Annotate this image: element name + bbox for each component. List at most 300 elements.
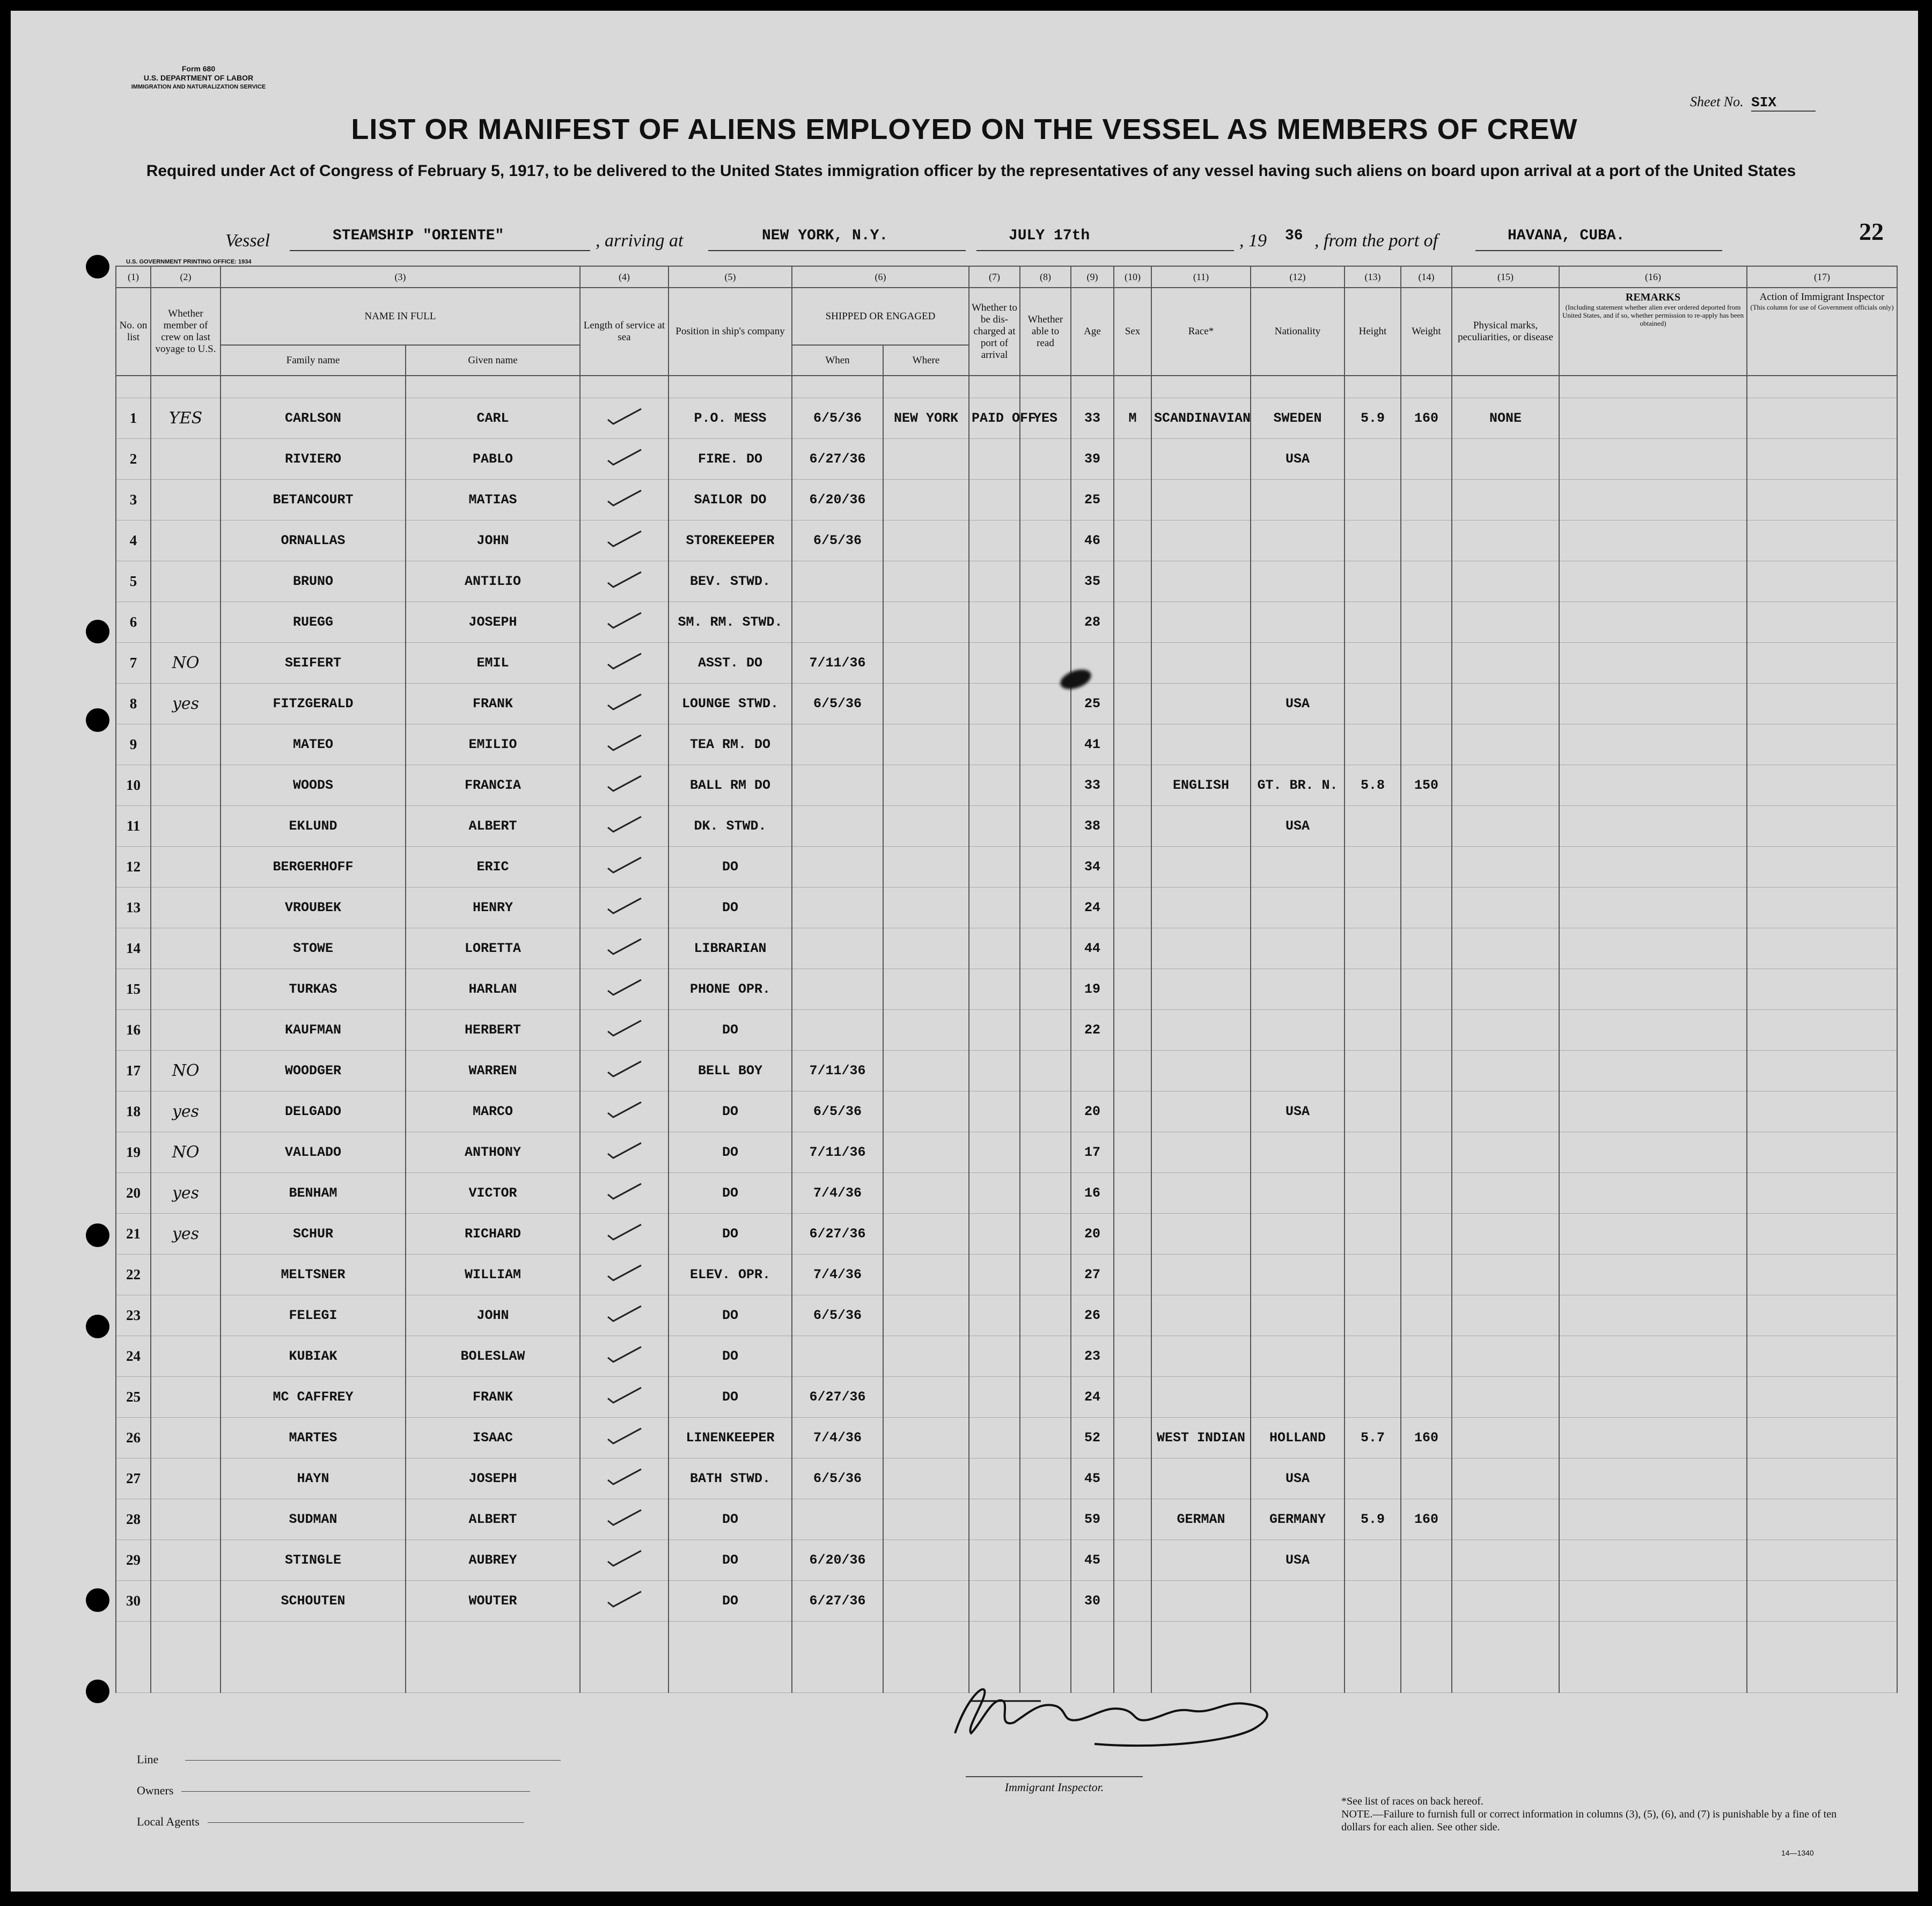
table-row — [116, 806, 1897, 847]
cell-given: MARCO — [406, 1091, 580, 1132]
cell-remarks — [1559, 1458, 1747, 1499]
cell-action — [1747, 765, 1897, 806]
cell-physical — [1452, 561, 1559, 602]
cell-height — [1345, 1132, 1401, 1173]
cell-physical — [1452, 1010, 1559, 1051]
cell-position: ELEV. OPR. — [669, 1255, 792, 1295]
cell-action — [1747, 561, 1897, 602]
inspector-signature — [934, 1669, 1320, 1755]
cell-check — [580, 1295, 669, 1336]
cell-age: 35 — [1071, 561, 1114, 602]
vessel-line — [225, 225, 1728, 258]
cell-age: 38 — [1071, 806, 1114, 847]
cell-position: ASST. DO — [669, 643, 792, 684]
cell-given: WILLIAM — [406, 1255, 580, 1295]
cell-member — [151, 928, 221, 969]
cell-position: DO — [669, 1540, 792, 1581]
cell-weight — [1401, 1173, 1452, 1214]
cell-family: SCHUR — [221, 1214, 406, 1255]
cell-physical — [1452, 684, 1559, 724]
cell-weight — [1401, 1010, 1452, 1051]
column-header-row — [116, 288, 1897, 345]
cell-given: EMIL — [406, 643, 580, 684]
sheet-number — [1690, 94, 1816, 112]
cell-family: KUBIAK — [221, 1336, 406, 1377]
cell-race — [1151, 1581, 1251, 1622]
cell-read — [1020, 1377, 1071, 1418]
cell-nationality: USA — [1251, 439, 1345, 480]
cell-remarks — [1559, 1051, 1747, 1091]
punch-hole — [86, 255, 109, 278]
inspector-label: Immigrant Inspector. — [966, 1776, 1143, 1794]
cell-discharged — [969, 847, 1020, 888]
cell-given: JOHN — [406, 521, 580, 561]
col-num-9: (9) — [1071, 266, 1114, 288]
punch-hole — [86, 1315, 109, 1338]
cell-family: MARTES — [221, 1418, 406, 1458]
cell-when — [792, 724, 883, 765]
cell-when: 7/4/36 — [792, 1173, 883, 1214]
cell-nationality: USA — [1251, 684, 1345, 724]
cell-sex — [1114, 888, 1151, 928]
header-race: Race* — [1151, 288, 1251, 376]
cell-discharged — [969, 1336, 1020, 1377]
cell-action — [1747, 398, 1897, 439]
cell-given: ANTILIO — [406, 561, 580, 602]
cell-given: WARREN — [406, 1051, 580, 1091]
cell-check — [580, 1458, 669, 1499]
tick-mark-icon — [606, 1467, 643, 1486]
print-code: 14—1340 — [1781, 1849, 1814, 1857]
cell-when: 6/5/36 — [792, 398, 883, 439]
cell-position: LINENKEEPER — [669, 1418, 792, 1458]
cell-check — [580, 1499, 669, 1540]
cell-age: 27 — [1071, 1255, 1114, 1295]
punch-hole — [86, 1680, 109, 1703]
cell-race — [1151, 561, 1251, 602]
cell-sex — [1114, 1010, 1151, 1051]
cell-discharged — [969, 888, 1020, 928]
cell-check — [580, 1091, 669, 1132]
cell-race — [1151, 1091, 1251, 1132]
cell-member — [151, 1581, 221, 1622]
cell-read — [1020, 888, 1071, 928]
cell-race — [1151, 643, 1251, 684]
cell-no: 11 — [116, 806, 151, 847]
cell-action — [1747, 1173, 1897, 1214]
tick-mark-icon — [606, 407, 643, 426]
cell-no: 5 — [116, 561, 151, 602]
cell-race — [1151, 1540, 1251, 1581]
cell-member: NO — [151, 1051, 221, 1091]
header-remarks — [1559, 288, 1747, 376]
arrival-port: NEW YORK, N.Y. — [762, 228, 888, 244]
cell-family: EKLUND — [221, 806, 406, 847]
cell-position: DO — [669, 1214, 792, 1255]
table-row — [116, 928, 1897, 969]
cell-remarks — [1559, 643, 1747, 684]
spacer-row — [116, 376, 1897, 398]
table-row — [116, 643, 1897, 684]
cell-sex — [1114, 724, 1151, 765]
cell-action — [1747, 1295, 1897, 1336]
cell-height: 5.9 — [1345, 398, 1401, 439]
cell-weight — [1401, 969, 1452, 1010]
cell-weight — [1401, 1377, 1452, 1418]
table-row — [116, 1581, 1897, 1622]
cell-sex — [1114, 1295, 1151, 1336]
cell-race — [1151, 1051, 1251, 1091]
cell-nationality: USA — [1251, 1458, 1345, 1499]
cell-no: 15 — [116, 969, 151, 1010]
cell-age — [1071, 1051, 1114, 1091]
cell-weight: 150 — [1401, 765, 1452, 806]
cell-action — [1747, 1091, 1897, 1132]
cell-family: SCHOUTEN — [221, 1581, 406, 1622]
cell-nationality — [1251, 561, 1345, 602]
cell-age: 23 — [1071, 1336, 1114, 1377]
cell-sex — [1114, 643, 1151, 684]
cell-where — [883, 1051, 969, 1091]
header-able-read: Whether able to read — [1020, 288, 1071, 376]
cell-discharged — [969, 928, 1020, 969]
cell-member: yes — [151, 684, 221, 724]
cell-check — [580, 1540, 669, 1581]
cell-where — [883, 561, 969, 602]
header-where: Where — [883, 345, 969, 376]
cell-where — [883, 684, 969, 724]
cell-weight — [1401, 643, 1452, 684]
cell-read — [1020, 1458, 1071, 1499]
table-row — [116, 1458, 1897, 1499]
cell-nationality: SWEDEN — [1251, 398, 1345, 439]
col-num-12: (12) — [1251, 266, 1345, 288]
cell-physical — [1452, 1051, 1559, 1091]
cell-given: ALBERT — [406, 806, 580, 847]
cell-family: BENHAM — [221, 1173, 406, 1214]
cell-position: BATH STWD. — [669, 1458, 792, 1499]
cell-family: VALLADO — [221, 1132, 406, 1173]
cell-physical — [1452, 521, 1559, 561]
cell-physical — [1452, 847, 1559, 888]
cell-age: 33 — [1071, 765, 1114, 806]
header-action — [1747, 288, 1897, 376]
cell-when: 6/27/36 — [792, 1581, 883, 1622]
cell-read — [1020, 1540, 1071, 1581]
cell-member: NO — [151, 1132, 221, 1173]
cell-race — [1151, 439, 1251, 480]
cell-action — [1747, 847, 1897, 888]
cell-family: MELTSNER — [221, 1255, 406, 1295]
cell-sex — [1114, 969, 1151, 1010]
line-label: Line — [137, 1753, 159, 1766]
cell-race — [1151, 847, 1251, 888]
punch-hole — [86, 708, 109, 732]
year-prefix: , 19 — [1239, 231, 1267, 251]
tick-mark-icon — [606, 937, 643, 956]
cell-weight — [1401, 1336, 1452, 1377]
tick-mark-icon — [606, 1018, 643, 1038]
races-note: *See list of races on back hereof. — [1341, 1795, 1483, 1807]
cell-height — [1345, 724, 1401, 765]
cell-read: YES — [1020, 398, 1071, 439]
cell-no: 8 — [116, 684, 151, 724]
cell-physical — [1452, 1336, 1559, 1377]
cell-physical — [1452, 1295, 1559, 1336]
cell-where — [883, 602, 969, 643]
cell-action — [1747, 1418, 1897, 1458]
cell-read — [1020, 1091, 1071, 1132]
cell-weight — [1401, 1295, 1452, 1336]
cell-family: FELEGI — [221, 1295, 406, 1336]
cell-read — [1020, 521, 1071, 561]
table-row — [116, 1214, 1897, 1255]
tick-mark-icon — [606, 611, 643, 630]
cell-discharged — [969, 969, 1020, 1010]
col-num-2: (2) — [151, 266, 221, 288]
cell-sex — [1114, 521, 1151, 561]
tick-mark-icon — [606, 815, 643, 834]
cell-weight — [1401, 439, 1452, 480]
cell-family: WOODGER — [221, 1051, 406, 1091]
cell-height: 5.7 — [1345, 1418, 1401, 1458]
cell-position: LOUNGE STWD. — [669, 684, 792, 724]
cell-given: JOSEPH — [406, 602, 580, 643]
cell-where — [883, 643, 969, 684]
departure-port: HAVANA, CUBA. — [1508, 228, 1625, 244]
cell-member — [151, 439, 221, 480]
cell-height — [1345, 1377, 1401, 1418]
table-row — [116, 439, 1897, 480]
cell-height — [1345, 1214, 1401, 1255]
cell-where — [883, 1010, 969, 1051]
cell-race: GERMAN — [1151, 1499, 1251, 1540]
cell-read — [1020, 928, 1071, 969]
cell-when — [792, 928, 883, 969]
cell-given: HARLAN — [406, 969, 580, 1010]
tick-mark-icon — [606, 1304, 643, 1323]
cell-family: TURKAS — [221, 969, 406, 1010]
cell-check — [580, 765, 669, 806]
cell-age: 30 — [1071, 1581, 1114, 1622]
cell-where — [883, 1132, 969, 1173]
cell-remarks — [1559, 480, 1747, 521]
cell-discharged — [969, 724, 1020, 765]
cell-race — [1151, 1377, 1251, 1418]
cell-discharged: PAID OFF — [969, 398, 1020, 439]
cell-physical — [1452, 643, 1559, 684]
cell-nationality — [1251, 1377, 1345, 1418]
tick-mark-icon — [606, 692, 643, 712]
cell-read — [1020, 1173, 1071, 1214]
cell-remarks — [1559, 1255, 1747, 1295]
cell-action — [1747, 806, 1897, 847]
cell-race — [1151, 1132, 1251, 1173]
cell-physical — [1452, 1173, 1559, 1214]
cell-read — [1020, 765, 1071, 806]
cell-check — [580, 1336, 669, 1377]
cell-member — [151, 969, 221, 1010]
cell-where — [883, 1295, 969, 1336]
cell-family: MC CAFFREY — [221, 1377, 406, 1418]
cell-remarks — [1559, 888, 1747, 928]
cell-sex — [1114, 1132, 1151, 1173]
cell-check — [580, 806, 669, 847]
cell-read — [1020, 1010, 1071, 1051]
cell-when: 7/4/36 — [792, 1418, 883, 1458]
cell-when: 7/11/36 — [792, 643, 883, 684]
cell-check — [580, 1214, 669, 1255]
cell-family: BETANCOURT — [221, 480, 406, 521]
header-shipped: SHIPPED OR ENGAGED — [792, 288, 969, 345]
cell-action — [1747, 1581, 1897, 1622]
cell-action — [1747, 439, 1897, 480]
cell-nationality: USA — [1251, 806, 1345, 847]
cell-weight — [1401, 1214, 1452, 1255]
cell-nationality: GT. BR. N. — [1251, 765, 1345, 806]
cell-position: BALL RM DO — [669, 765, 792, 806]
cell-family: SEIFERT — [221, 643, 406, 684]
cell-action — [1747, 1336, 1897, 1377]
cell-action — [1747, 602, 1897, 643]
cell-given: FRANK — [406, 684, 580, 724]
cell-no: 2 — [116, 439, 151, 480]
cell-no: 23 — [116, 1295, 151, 1336]
cell-read — [1020, 602, 1071, 643]
cell-race — [1151, 1173, 1251, 1214]
col-num-4: (4) — [580, 266, 669, 288]
table-row — [116, 724, 1897, 765]
cell-sex — [1114, 1091, 1151, 1132]
cell-nationality — [1251, 1255, 1345, 1295]
tick-mark-icon — [606, 570, 643, 589]
cell-position: DO — [669, 1499, 792, 1540]
cell-no: 25 — [116, 1377, 151, 1418]
cell-when: 7/4/36 — [792, 1255, 883, 1295]
col-num-7: (7) — [969, 266, 1020, 288]
cell-age: 16 — [1071, 1173, 1114, 1214]
cell-race — [1151, 684, 1251, 724]
document-title: LIST OR MANIFEST OF ALIENS EMPLOYED ON THE VESSEL AS MEMBERS OF CREW — [351, 113, 1578, 145]
cell-member — [151, 1336, 221, 1377]
cell-nationality — [1251, 1214, 1345, 1255]
cell-member — [151, 724, 221, 765]
table-row — [116, 1173, 1897, 1214]
cell-no: 14 — [116, 928, 151, 969]
cell-member — [151, 1377, 221, 1418]
cell-physical — [1452, 969, 1559, 1010]
cell-position: DO — [669, 1336, 792, 1377]
cell-where — [883, 1581, 969, 1622]
cell-family: KAUFMAN — [221, 1010, 406, 1051]
cell-height — [1345, 521, 1401, 561]
table-row — [116, 1091, 1897, 1132]
cell-position: DO — [669, 1173, 792, 1214]
cell-weight — [1401, 602, 1452, 643]
cell-physical — [1452, 602, 1559, 643]
sheet-number-value: SIX — [1751, 94, 1816, 112]
cell-height — [1345, 806, 1401, 847]
cell-physical — [1452, 439, 1559, 480]
cell-check — [580, 1581, 669, 1622]
header-family-name: Family name — [221, 345, 406, 376]
cell-given: BOLESLAW — [406, 1336, 580, 1377]
line-field — [137, 1744, 561, 1775]
cell-position: BEV. STWD. — [669, 561, 792, 602]
cell-nationality: GERMANY — [1251, 1499, 1345, 1540]
cell-given: ALBERT — [406, 1499, 580, 1540]
cell-sex: M — [1114, 398, 1151, 439]
cell-no: 6 — [116, 602, 151, 643]
table-row — [116, 521, 1897, 561]
cell-check — [580, 928, 669, 969]
cell-action — [1747, 1377, 1897, 1418]
cell-position: FIRE. DO — [669, 439, 792, 480]
cell-age: 34 — [1071, 847, 1114, 888]
cell-check — [580, 480, 669, 521]
cell-race — [1151, 480, 1251, 521]
cell-family: ORNALLAS — [221, 521, 406, 561]
cell-height — [1345, 928, 1401, 969]
cell-race: WEST INDIAN — [1151, 1418, 1251, 1458]
cell-family: STOWE — [221, 928, 406, 969]
cell-nationality — [1251, 1010, 1345, 1051]
cell-when — [792, 765, 883, 806]
table-row — [116, 1132, 1897, 1173]
col-num-11: (11) — [1151, 266, 1251, 288]
cell-read — [1020, 1418, 1071, 1458]
col-num-8: (8) — [1020, 266, 1071, 288]
cell-position: TEA RM. DO — [669, 724, 792, 765]
cell-remarks — [1559, 602, 1747, 643]
cell-read — [1020, 439, 1071, 480]
cell-action — [1747, 684, 1897, 724]
cell-when — [792, 806, 883, 847]
tick-mark-icon — [606, 1549, 643, 1568]
cell-read — [1020, 1255, 1071, 1295]
tick-mark-icon — [606, 1141, 643, 1160]
cell-nationality — [1251, 1132, 1345, 1173]
cell-given: MATIAS — [406, 480, 580, 521]
cell-no: 17 — [116, 1051, 151, 1091]
table-row — [116, 480, 1897, 521]
cell-age: 45 — [1071, 1458, 1114, 1499]
cell-when: 6/5/36 — [792, 1295, 883, 1336]
cell-given: CARL — [406, 398, 580, 439]
cell-position: PHONE OPR. — [669, 969, 792, 1010]
form-header-block — [107, 64, 290, 92]
page-number: 22 — [1859, 218, 1884, 245]
header-no-on-list: No. on list — [116, 288, 151, 376]
cell-nationality — [1251, 602, 1345, 643]
cell-when: 6/20/36 — [792, 1540, 883, 1581]
service: IMMIGRATION AND NATURALIZATION SERVICE — [131, 84, 266, 90]
cell-family: STINGLE — [221, 1540, 406, 1581]
table-row — [116, 765, 1897, 806]
cell-no: 20 — [116, 1173, 151, 1214]
cell-member — [151, 1010, 221, 1051]
cell-no: 9 — [116, 724, 151, 765]
cell-discharged — [969, 1581, 1020, 1622]
cell-remarks — [1559, 521, 1747, 561]
cell-when: 7/11/36 — [792, 1051, 883, 1091]
cell-action — [1747, 1010, 1897, 1051]
cell-nationality — [1251, 521, 1345, 561]
tick-mark-icon — [606, 1508, 643, 1527]
cell-no: 12 — [116, 847, 151, 888]
action-title: Action of Immigrant Inspector — [1759, 291, 1885, 303]
cell-where — [883, 1173, 969, 1214]
